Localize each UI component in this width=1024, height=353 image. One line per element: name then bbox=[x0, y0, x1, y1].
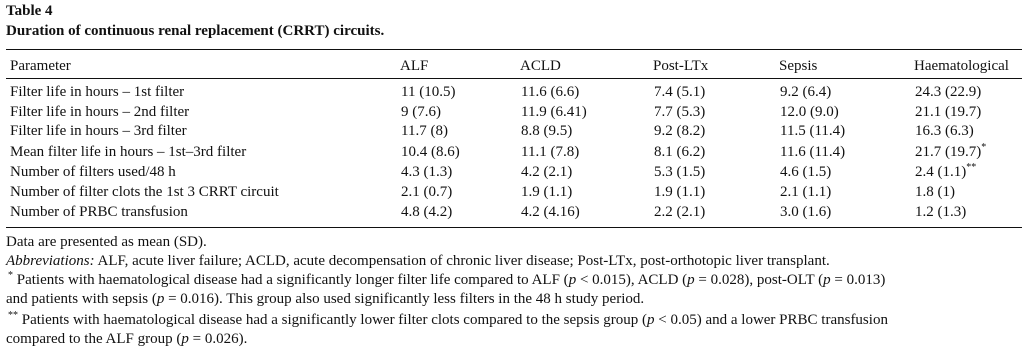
cell-haematological-value: 2.4 (1.1) bbox=[915, 164, 967, 180]
footnote-text: = 0.026). bbox=[188, 331, 248, 347]
col-header-sepsis: Sepsis bbox=[779, 58, 818, 74]
col-header-post-ltx: Post-LTx bbox=[653, 58, 709, 74]
footnote-text: = 0.013) bbox=[830, 272, 886, 288]
cell-sepsis: 2.1 (1.1) bbox=[780, 184, 832, 200]
cell-alf: 11 (10.5) bbox=[401, 84, 456, 100]
cell-post-ltx: 9.2 (8.2) bbox=[654, 123, 706, 139]
col-header-alf: ALF bbox=[400, 58, 429, 74]
footnote-text: compared to the ALF group ( bbox=[6, 331, 182, 347]
footnote-1-line-2 bbox=[6, 290, 644, 308]
cell-sepsis: 4.6 (1.5) bbox=[780, 164, 832, 180]
abbreviations-text: ALF, acute liver failure; ACLD, acute decompensation of chronic liver disease; Post-LTx, post-orthotopic liver transplant. bbox=[94, 253, 830, 269]
cell-sepsis: 12.0 (9.0) bbox=[780, 104, 839, 120]
footnote-text: < 0.015), ACLD ( bbox=[576, 272, 688, 288]
cell-haematological bbox=[915, 163, 976, 181]
abbreviations-label: Abbreviations: bbox=[6, 253, 95, 269]
cell-post-ltx: 7.7 (5.3) bbox=[654, 104, 706, 120]
cell-haematological: 1.8 (1) bbox=[915, 184, 955, 200]
p-symbol: p bbox=[181, 331, 189, 347]
footnote-marker: * bbox=[981, 142, 987, 153]
row-label: Number of filters used/48 h bbox=[10, 164, 176, 180]
footnote-text: and patients with sepsis ( bbox=[6, 291, 157, 307]
footnote-text: Patients with haematological disease had a significantly longer filter life compared to ALF ( bbox=[13, 272, 569, 288]
cell-acld: 11.1 (7.8) bbox=[521, 144, 580, 160]
table-caption-number: Table 4 bbox=[6, 3, 53, 19]
footnote-text: = 0.028), post-OLT ( bbox=[694, 272, 824, 288]
cell-haematological-value: 21.7 (19.7) bbox=[915, 144, 982, 160]
footnote-marker: ** bbox=[966, 162, 977, 173]
cell-alf: 10.4 (8.6) bbox=[401, 144, 460, 160]
row-label: Number of filter clots the 1st 3 CRRT circuit bbox=[10, 184, 279, 200]
footnote-1-line-1 bbox=[8, 271, 885, 289]
footnote-1-marker: * bbox=[8, 270, 13, 281]
footnote-2-marker: ** bbox=[8, 310, 18, 321]
col-header-acld: ACLD bbox=[520, 58, 561, 74]
cell-alf: 9 (7.6) bbox=[401, 104, 441, 120]
cell-acld: 8.8 (9.5) bbox=[521, 123, 573, 139]
cell-post-ltx: 7.4 (5.1) bbox=[654, 84, 706, 100]
cell-post-ltx: 2.2 (2.1) bbox=[654, 204, 706, 220]
cell-haematological: 16.3 (6.3) bbox=[915, 123, 974, 139]
cell-sepsis: 9.2 (6.4) bbox=[780, 84, 832, 100]
cell-post-ltx: 8.1 (6.2) bbox=[654, 144, 706, 160]
footnote-2-line-2 bbox=[6, 330, 247, 348]
footnote-text: Patients with haematological disease had a significantly lower filter clots compared to the sepsis group ( bbox=[18, 312, 647, 328]
row-label: Number of PRBC transfusion bbox=[10, 204, 188, 220]
bottom-rule bbox=[6, 227, 1022, 228]
row-label: Filter life in hours – 2nd filter bbox=[10, 104, 190, 120]
col-header-haematological: Haematological bbox=[914, 58, 1009, 74]
footnote-text: = 0.016). This group also used significantly less filters in the 48 h study period. bbox=[164, 291, 645, 307]
data-note: Data are presented as mean (SD). bbox=[6, 234, 207, 250]
cell-sepsis: 11.5 (11.4) bbox=[780, 123, 846, 139]
cell-haematological: 24.3 (22.9) bbox=[915, 84, 982, 100]
cell-haematological: 21.1 (19.7) bbox=[915, 104, 982, 120]
cell-acld: 11.9 (6.41) bbox=[521, 104, 587, 120]
p-symbol: p bbox=[156, 291, 165, 307]
p-symbol: p bbox=[647, 312, 655, 328]
cell-alf: 4.3 (1.3) bbox=[401, 164, 453, 180]
footnote-2-line-1 bbox=[8, 311, 888, 329]
cell-haematological: 1.2 (1.3) bbox=[915, 204, 967, 220]
top-rule bbox=[6, 49, 1022, 50]
cell-post-ltx: 1.9 (1.1) bbox=[654, 184, 706, 200]
cell-post-ltx: 5.3 (1.5) bbox=[654, 164, 706, 180]
table-caption-title: Duration of continuous renal replacement (CRRT) circuits. bbox=[6, 23, 385, 39]
row-label: Filter life in hours – 1st filter bbox=[10, 84, 185, 100]
cell-alf: 2.1 (0.7) bbox=[401, 184, 453, 200]
row-label: Filter life in hours – 3rd filter bbox=[10, 123, 187, 139]
col-header-parameter: Parameter bbox=[10, 58, 71, 74]
footnote-text: < 0.05) and a lower PRBC transfusion bbox=[654, 312, 888, 328]
cell-alf: 4.8 (4.2) bbox=[401, 204, 453, 220]
cell-acld: 4.2 (2.1) bbox=[521, 164, 573, 180]
cell-acld: 4.2 (4.16) bbox=[521, 204, 580, 220]
cell-acld: 11.6 (6.6) bbox=[521, 84, 580, 100]
cell-sepsis: 3.0 (1.6) bbox=[780, 204, 832, 220]
abbreviations-note bbox=[6, 252, 830, 270]
cell-acld: 1.9 (1.1) bbox=[521, 184, 573, 200]
cell-sepsis: 11.6 (11.4) bbox=[780, 144, 846, 160]
p-symbol: p bbox=[823, 272, 831, 288]
p-symbol: p bbox=[687, 272, 695, 288]
cell-haematological bbox=[915, 143, 986, 161]
header-rule bbox=[6, 78, 1022, 79]
row-label: Mean filter life in hours – 1st–3rd filter bbox=[10, 144, 247, 160]
cell-alf: 11.7 (8) bbox=[401, 123, 448, 139]
p-symbol: p bbox=[568, 272, 577, 288]
